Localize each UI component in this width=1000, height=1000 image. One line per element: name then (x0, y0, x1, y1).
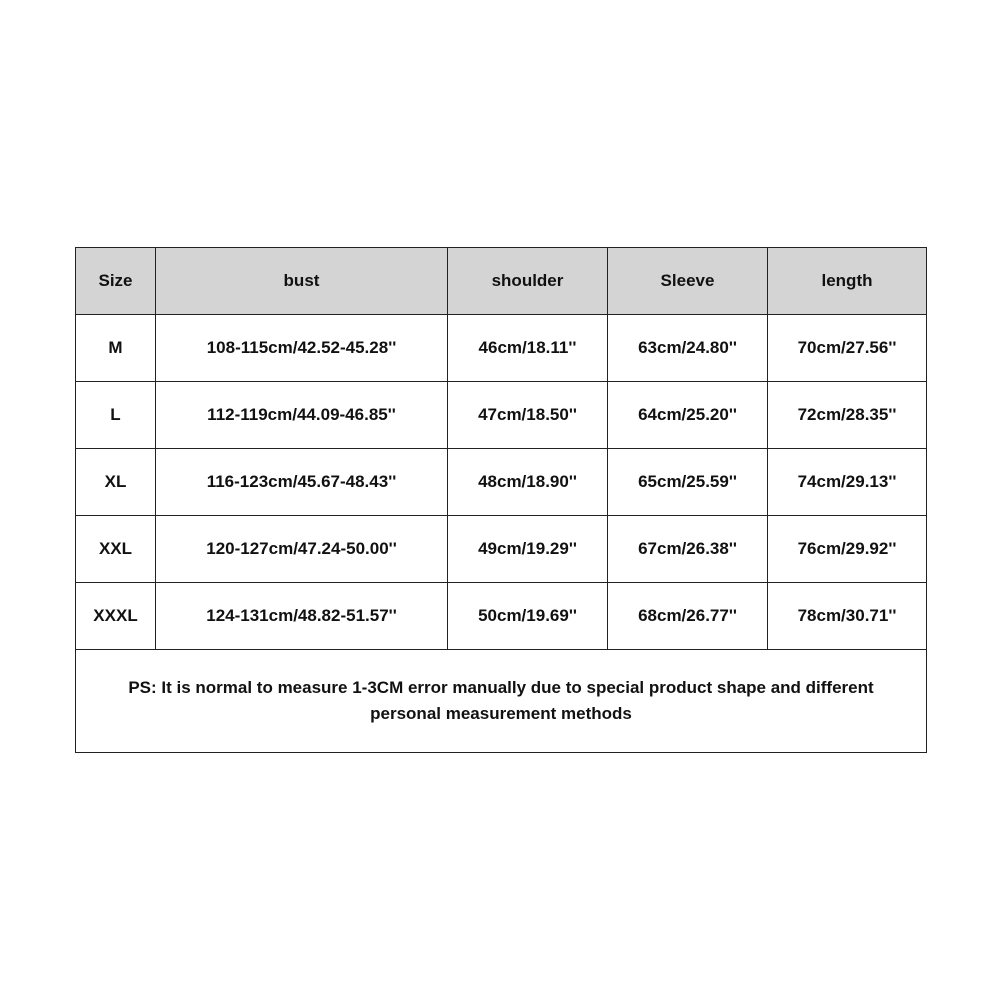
table-row (76, 315, 927, 382)
cell-size: XXL (76, 516, 156, 583)
cell-bust: 112-119cm/44.09-46.85'' (156, 382, 448, 449)
cell-sleeve: 64cm/25.20'' (608, 382, 768, 449)
header-sleeve: Sleeve (608, 248, 768, 315)
cell-bust: 108-115cm/42.52-45.28'' (156, 315, 448, 382)
cell-size: XL (76, 449, 156, 516)
cell-length: 70cm/27.56'' (768, 315, 927, 382)
note-line-1: PS: It is normal to measure 1-3CM error manually due to special product shape and different (128, 678, 874, 697)
cell-length: 78cm/30.71'' (768, 583, 927, 650)
cell-shoulder: 46cm/18.11'' (448, 315, 608, 382)
measurement-note (76, 650, 927, 753)
cell-bust: 116-123cm/45.67-48.43'' (156, 449, 448, 516)
cell-bust: 124-131cm/48.82-51.57'' (156, 583, 448, 650)
cell-size: XXXL (76, 583, 156, 650)
cell-shoulder: 50cm/19.69'' (448, 583, 608, 650)
header-bust: bust (156, 248, 448, 315)
note-line-2: personal measurement methods (370, 704, 632, 723)
cell-sleeve: 67cm/26.38'' (608, 516, 768, 583)
cell-bust: 120-127cm/47.24-50.00'' (156, 516, 448, 583)
cell-size: M (76, 315, 156, 382)
table-row (76, 382, 927, 449)
cell-length: 74cm/29.13'' (768, 449, 927, 516)
header-size: Size (76, 248, 156, 315)
cell-length: 72cm/28.35'' (768, 382, 927, 449)
cell-shoulder: 47cm/18.50'' (448, 382, 608, 449)
table-row (76, 583, 927, 650)
table-row (76, 516, 927, 583)
header-row (76, 248, 927, 315)
cell-shoulder: 49cm/19.29'' (448, 516, 608, 583)
cell-size: L (76, 382, 156, 449)
header-shoulder: shoulder (448, 248, 608, 315)
table-header (76, 248, 927, 315)
size-chart-table (75, 247, 927, 753)
cell-sleeve: 68cm/26.77'' (608, 583, 768, 650)
cell-length: 76cm/29.92'' (768, 516, 927, 583)
cell-sleeve: 65cm/25.59'' (608, 449, 768, 516)
table-body (76, 315, 927, 753)
cell-sleeve: 63cm/24.80'' (608, 315, 768, 382)
note-row (76, 650, 927, 753)
table-row (76, 449, 927, 516)
header-length: length (768, 248, 927, 315)
cell-shoulder: 48cm/18.90'' (448, 449, 608, 516)
